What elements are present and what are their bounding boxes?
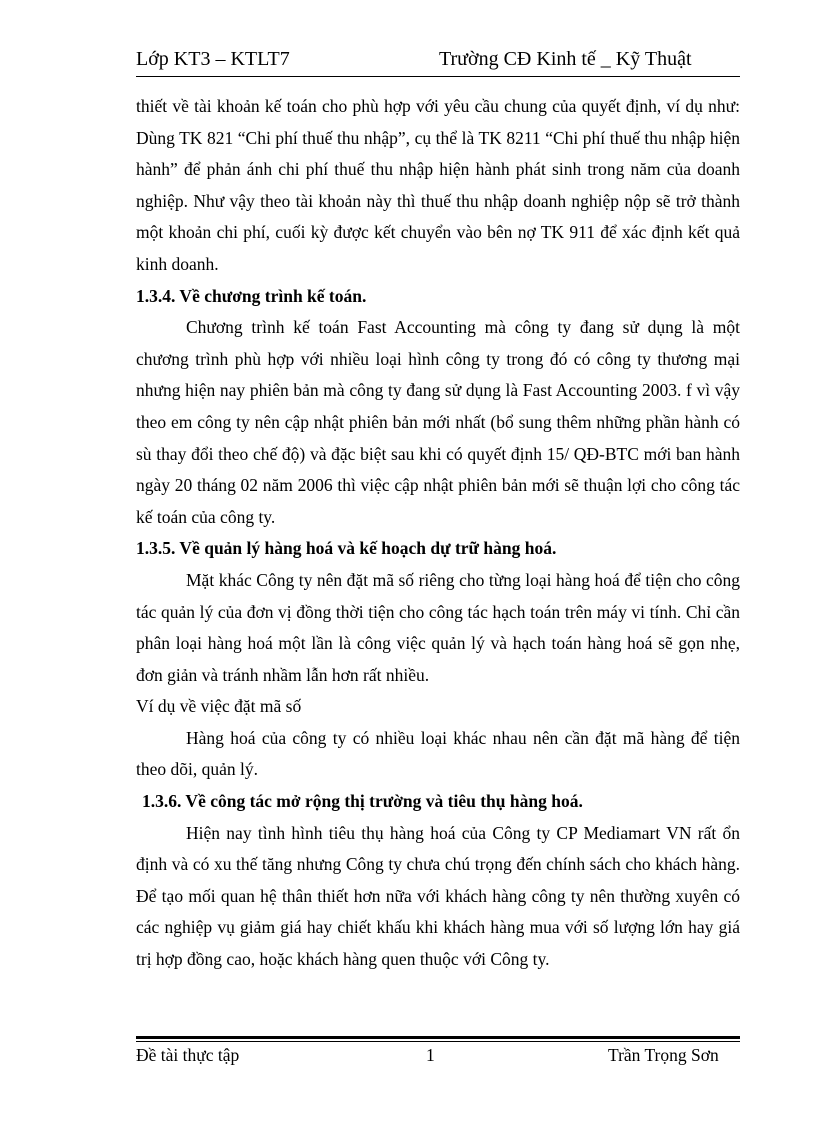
paragraph-4: Ví dụ về việc đặt mã số	[136, 696, 302, 717]
paragraph-1: thiết về tài khoản kế toán cho phù hợp với yêu cầu chung của quyết định, ví dụ như: Dùng TK 821 “Chi phí thuế thu nhập”, cụ thể là TK 8211 “Chi phí thuế thu nhập hiện hành” để phản ánh chi phí thuế thu nhập hiện hành phát sinh trong năm của doanh nghiệp. Như vậy theo tài khoản này thì thuế thu nhập doanh nghiệp nộp sẽ trở thành một khoản chi phí, cuối kỳ được kết chuyển vào bên nợ TK 911 để xác định kết quả kinh doanh.	[136, 96, 740, 274]
header-school: Trường CĐ Kinh tế _ Kỹ Thuật	[439, 48, 692, 70]
heading-1-3-5: 1.3.5. Về quản lý hàng hoá và kế hoạch dự trữ hàng hoá.	[136, 538, 557, 559]
page-number: 1	[426, 1045, 435, 1065]
document-body	[136, 91, 740, 976]
paragraph-3: Mặt khác Công ty nên đặt mã số riêng cho từng loại hàng hoá để tiện cho công tác quản lý của đơn vị đồng thời tiện cho công tác hạch toán trên máy vi tính. Chỉ cần phân loại hàng hoá một lần là công việc quản lý và hạch toán hàng hoá sẽ gọn nhẹ, đơn giản và tránh nhầm lẫn hơn rất nhiều.	[136, 569, 740, 685]
heading-1-3-4: 1.3.4. Về chương trình kế toán.	[136, 285, 367, 306]
footer-author: Trần Trọng Sơn	[608, 1045, 719, 1065]
footer-rule-thick	[136, 1036, 740, 1039]
header-class: Lớp KT3 – KTLT7	[136, 48, 290, 70]
header-rule	[136, 76, 740, 77]
footer-title: Đề tài thực tập	[136, 1045, 240, 1065]
page-header	[136, 48, 740, 76]
paragraph-6: Hiện nay tình hình tiêu thụ hàng hoá của Công ty CP Mediamart VN rất ổn định và có xu thế tăng nhưng Công ty chưa chú trọng đến chính sách cho khách hàng. Để tạo mối quan hệ thân thiết hơn nữa với khách hàng công ty nên thường xuyên có các nghiệp vụ giảm giá hay chiết khấu khi khách hàng mua với số lượng lớn hay giá trị hợp đồng cao, hoặc khách hàng quen thuộc với Công ty.	[136, 822, 740, 970]
footer-rule-thin	[136, 1041, 740, 1042]
paragraph-5: Hàng hoá của công ty có nhiều loại khác nhau nên cần đặt mã hàng để tiện theo dõi, quản lý.	[136, 727, 740, 780]
heading-1-3-6: 1.3.6. Về công tác mở rộng thị trường và tiêu thụ hàng hoá.	[142, 791, 583, 812]
paragraph-2: Chương trình kế toán Fast Accounting mà công ty đang sử dụng là một chương trình phù hợp với nhiều loại hình công ty trong đó có công ty thương mại nhưng hiện nay phiên bản mà công ty đang sử dụng là Fast Accounting 2003. f vì vậy theo em công ty nên cập nhật phiên bản mới nhất (bổ sung thêm những phần hành có sù thay đổi theo chế độ) và đặc biệt sau khi có quyết định 15/ QĐ-BTC mới ban hành ngày 20 tháng 02 năm 2006 thì việc cập nhật phiên bản mới sẽ thuận lợi cho công tác kế toán của công ty.	[136, 317, 740, 527]
